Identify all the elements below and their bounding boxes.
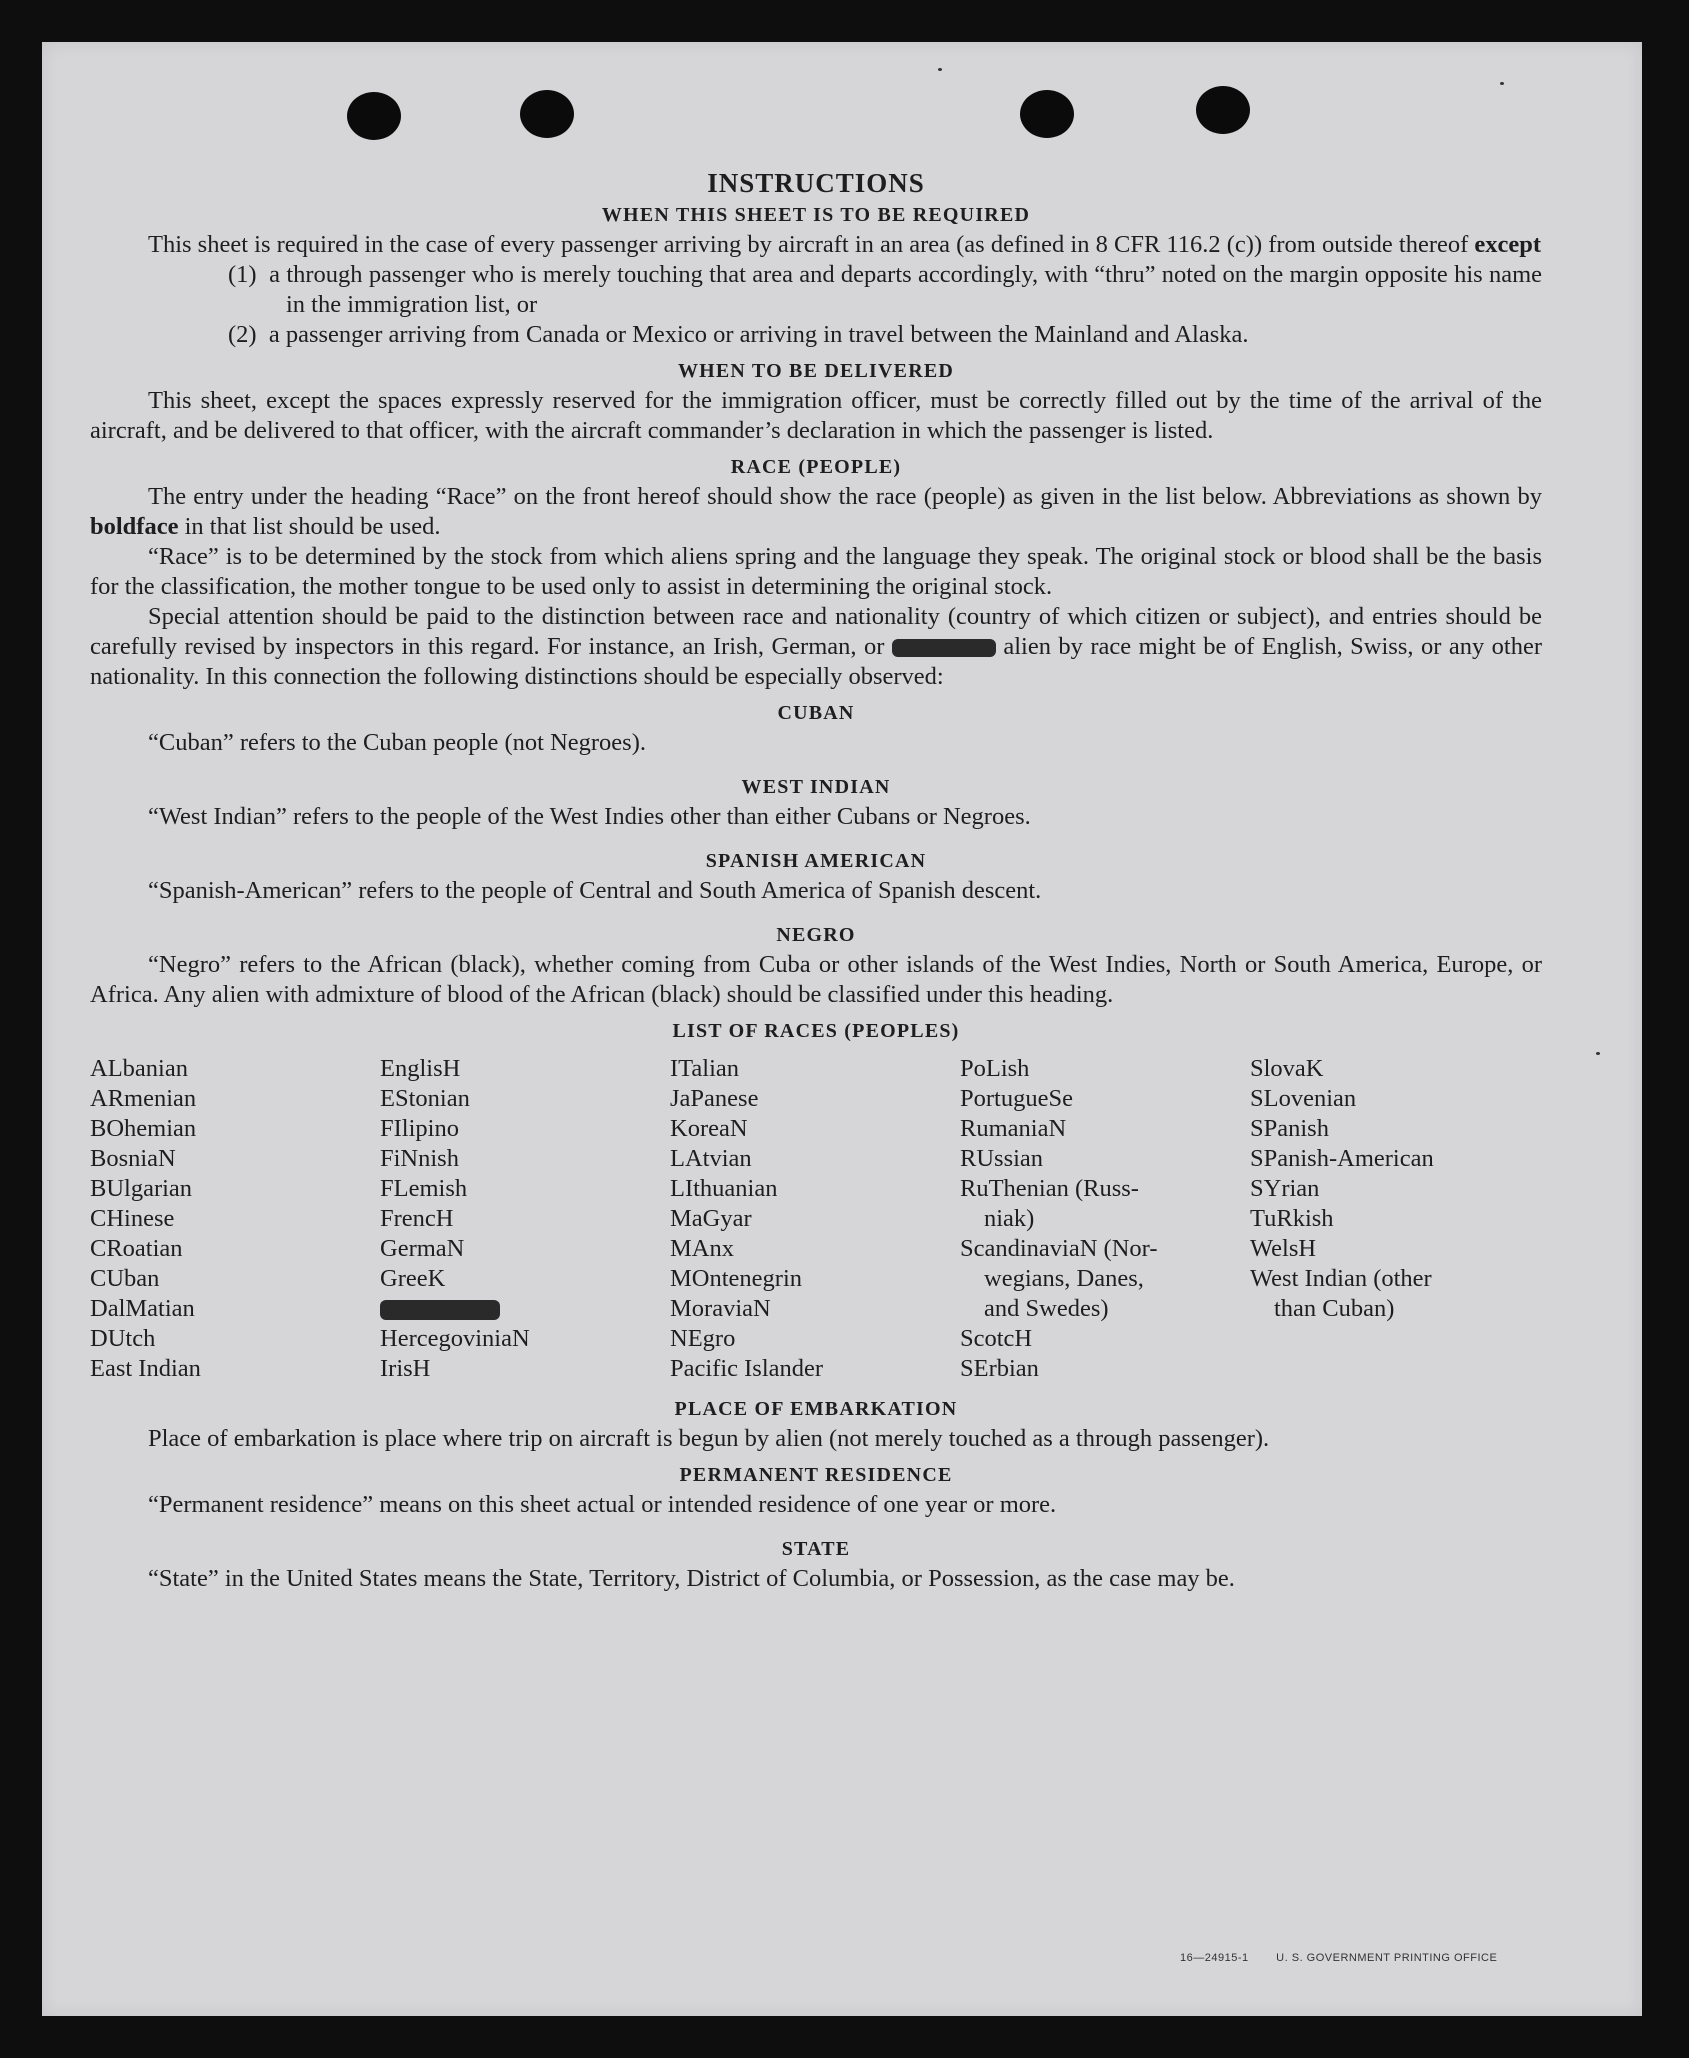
form-number: 16—24915-1 [1180, 1952, 1249, 1964]
race-entry: FiNnish [380, 1145, 459, 1172]
scan-speck [938, 68, 942, 71]
race-entry: East Indian [90, 1355, 201, 1382]
race-entry: SPanish-American [1250, 1145, 1434, 1172]
required-item-2: (2) a passenger arriving from Canada or Mexico or arriving in travel between the Mainland and Alaska. [228, 321, 1249, 348]
races-column-4 [960, 1054, 1250, 1384]
race-entry-continuation: and Swedes) [984, 1295, 1109, 1322]
race-entry: FIlipino [380, 1115, 459, 1142]
section-heading-west-indian: WEST INDIAN [741, 776, 891, 798]
section-heading-residence: PERMANENT RESIDENCE [679, 1464, 953, 1486]
race-entry: FrencH [380, 1205, 454, 1232]
race-entry: RuThenian (Russ- [960, 1175, 1139, 1202]
race-entry: SLovenian [1250, 1085, 1357, 1112]
punch-hole [520, 90, 574, 138]
race-entry: DUtch [90, 1325, 156, 1352]
race-entry: ALbanian [90, 1055, 188, 1082]
race-entry: CUban [90, 1265, 160, 1292]
races-column-1 [90, 1054, 380, 1384]
page-title: INSTRUCTIONS [707, 168, 925, 198]
race-paragraph-1: The entry under the heading “Race” on the front hereof should show the race (people) as given in the list below. Abbreviations as shown by boldface in that list should be used. [90, 483, 1542, 540]
punch-hole [347, 92, 401, 140]
race-entry: NEgro [670, 1325, 736, 1352]
section-heading-delivered: WHEN TO BE DELIVERED [677, 360, 955, 382]
race-entry-continuation: than Cuban) [1274, 1295, 1395, 1322]
race-entry: BOhemian [90, 1115, 197, 1142]
cuban-text: “Cuban” refers to the Cuban people (not Negroes). [148, 729, 646, 756]
redaction-mark [380, 1300, 500, 1320]
race-entry: FLemish [380, 1175, 468, 1202]
spanish-american-text: “Spanish-American” refers to the people of Central and South America of Spanish descent. [148, 877, 1042, 904]
race-entry: SYrian [1250, 1175, 1320, 1202]
state-text: “State” in the United States means the State, Territory, District of Columbia, or Possession, as the case may be. [148, 1565, 1235, 1592]
race-entry: GermaN [380, 1235, 465, 1262]
race-entry: MaGyar [670, 1205, 752, 1232]
race-entry: MAnx [670, 1235, 734, 1262]
required-item-1: (1) a through passenger who is merely touching that area and departs accordingly, with “thru” noted on the margin opposite his name in the immigration list, or [228, 261, 1542, 318]
race-entry: Pacific Islander [670, 1355, 824, 1382]
race-entry: BUlgarian [90, 1175, 193, 1202]
printer-imprint [1180, 1952, 1521, 1964]
race-entry: ScotcH [960, 1325, 1033, 1352]
race-entry-redacted [380, 1294, 670, 1324]
race-entry: HercegoviniaN [380, 1325, 530, 1352]
race-entry: ITalian [670, 1055, 740, 1082]
race-entry: KoreaN [670, 1115, 748, 1142]
redaction-mark [892, 639, 996, 657]
race-entry: SlovaK [1250, 1055, 1324, 1082]
race-entry: CRoatian [90, 1235, 183, 1262]
races-column-5 [1250, 1054, 1542, 1384]
section-heading-required: WHEN THIS SHEET IS TO BE REQUIRED [601, 204, 1031, 226]
scan-speck [1500, 82, 1504, 85]
required-intro: This sheet is required in the case of every passenger arriving by aircraft in an area (as defined in 8 CFR 116.2 (c)) from outside thereof except [148, 231, 1542, 258]
race-paragraph-2: “Race” is to be determined by the stock from which aliens spring and the language they speak. The original stock or blood shall be the basis for the classification, the mother tongue to be used only to assist in determining the original stock. [90, 543, 1542, 600]
negro-text: “Negro” refers to the African (black), whether coming from Cuba or other islands of the West Indies, North or South America, Europe, or Africa. Any alien with admixture of blood of the African (black) should be classified under this heading. [90, 951, 1542, 1008]
race-paragraph-3: Special attention should be paid to the distinction between race and nationality (country of which citizen or subject), and entries should be carefully revised by inspectors in this regard. For instance, an Irish, German, or alien by race might be of English, Swiss, or any other nationality. In this connection the following distinctions should be especially observed: [90, 603, 1542, 690]
race-entry: IrisH [380, 1355, 431, 1382]
section-heading-spanish-american: SPANISH AMERICAN [705, 850, 927, 872]
race-entry: RUssian [960, 1145, 1044, 1172]
race-entry: DalMatian [90, 1295, 195, 1322]
race-entry: PoLish [960, 1055, 1030, 1082]
section-heading-state: STATE [781, 1538, 851, 1560]
race-entry: CHinese [90, 1205, 175, 1232]
race-entry-continuation: wegians, Danes, [984, 1265, 1144, 1292]
race-entry: BosniaN [90, 1145, 176, 1172]
scan-speck [1596, 1052, 1600, 1055]
embarkation-text: Place of embarkation is place where trip on aircraft is begun by alien (not merely touched as a through passenger). [148, 1425, 1270, 1452]
race-entry: GreeK [380, 1265, 446, 1292]
race-entry: MOntenegrin [670, 1265, 802, 1292]
race-entry: SErbian [960, 1355, 1039, 1382]
section-heading-embarkation: PLACE OF EMBARKATION [674, 1398, 958, 1420]
residence-text: “Permanent residence” means on this sheet actual or intended residence of one year or more. [148, 1491, 1057, 1518]
races-column-3 [670, 1054, 960, 1384]
race-entry-continuation: niak) [984, 1205, 1035, 1232]
race-entry: MoraviaN [670, 1295, 771, 1322]
race-entry: EStonian [380, 1085, 470, 1112]
punch-hole [1196, 86, 1250, 134]
race-entry: ARmenian [90, 1085, 197, 1112]
instructions-body [90, 166, 1542, 1594]
race-entry: PortugueSe [960, 1085, 1073, 1112]
races-column-2 [380, 1054, 670, 1384]
delivered-text: This sheet, except the spaces expressly reserved for the immigration officer, must be correctly filled out by the time of the arrival of the aircraft, and be delivered to that officer, with the aircraft commander’s declaration in which the passenger is listed. [90, 387, 1542, 444]
race-entry: ScandinaviaN (Nor- [960, 1235, 1158, 1262]
race-entry: LIthuanian [670, 1175, 778, 1202]
races-list [90, 1054, 1542, 1384]
printer-name: U. S. GOVERNMENT PRINTING OFFICE [1276, 1952, 1498, 1964]
race-entry: SPanish [1250, 1115, 1329, 1142]
section-heading-list-of-races: LIST OF RACES (PEOPLES) [672, 1020, 960, 1042]
race-entry: EnglisH [380, 1055, 461, 1082]
race-entry: JaPanese [670, 1085, 759, 1112]
section-heading-cuban: CUBAN [777, 702, 855, 724]
race-entry: WelsH [1250, 1235, 1317, 1262]
document-sheet [42, 42, 1642, 2016]
race-entry: RumaniaN [960, 1115, 1067, 1142]
race-entry: LAtvian [670, 1145, 752, 1172]
section-heading-negro: NEGRO [776, 924, 856, 946]
section-heading-race: RACE (PEOPLE) [730, 456, 902, 478]
punch-hole [1020, 90, 1074, 138]
west-indian-text: “West Indian” refers to the people of the West Indies other than either Cubans or Negroes. [148, 803, 1031, 830]
race-entry: West Indian (other [1250, 1265, 1432, 1292]
race-entry: TuRkish [1250, 1205, 1334, 1232]
